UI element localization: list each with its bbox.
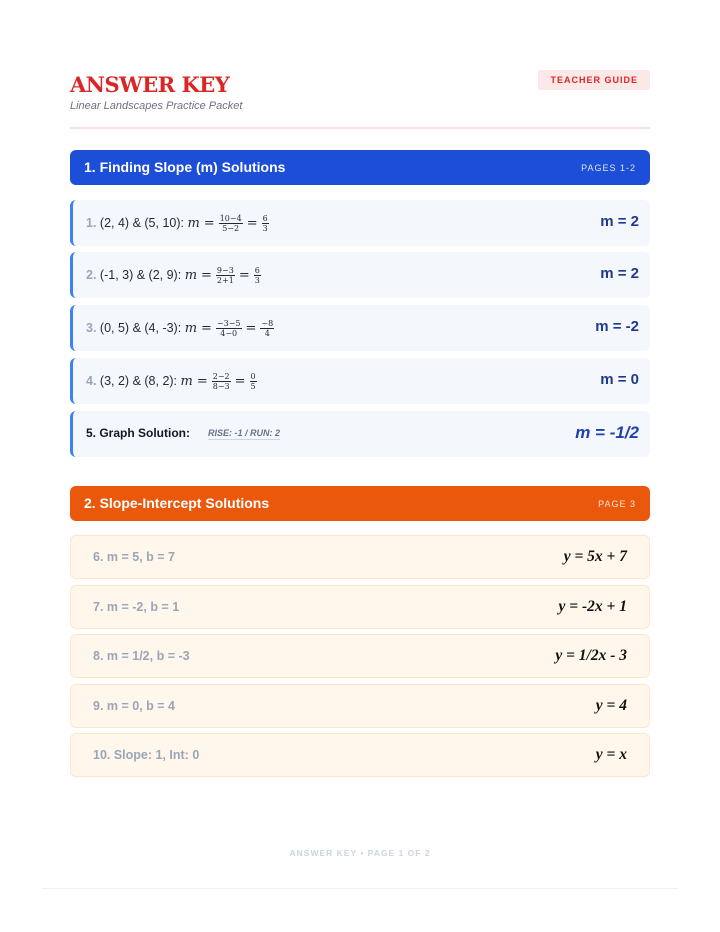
slope-question [86, 266, 261, 285]
section-1-banner [70, 150, 650, 185]
slope-question [86, 214, 269, 233]
page-footer: ANSWER KEY • PAGE 1 OF 2 [289, 848, 431, 858]
simplified-fraction [250, 372, 257, 391]
equation-answer: y = 5x + 7 [563, 548, 627, 565]
m-symbol: m [184, 320, 198, 336]
graph-solution-label: 5. Graph Solution: [86, 426, 190, 440]
slope-fraction [216, 319, 242, 338]
fraction-numerator: −3−5 [216, 319, 241, 328]
intercept-solution-row-7 [70, 585, 650, 629]
fraction-numerator: 10−4 [219, 214, 242, 223]
slope-answer: m = 0 [600, 371, 639, 388]
slope-answer: m = 2 [600, 265, 639, 282]
page-header [70, 72, 650, 130]
section-2-banner [70, 486, 650, 521]
question-points: (3, 2) & (8, 2): [99, 373, 178, 388]
question-points: (0, 5) & (4, -3): [99, 320, 182, 335]
fraction-numerator: 6 [262, 214, 268, 223]
equation-answer: y = x [595, 746, 627, 763]
fraction-denominator: 5 [250, 382, 256, 391]
slope-solution-row-2 [70, 252, 650, 298]
equals-sign: = [234, 373, 246, 389]
simplified-fraction [262, 214, 269, 233]
equation-answer: y = 4 [595, 697, 627, 714]
teacher-guide-badge: TEACHER GUIDE [538, 70, 650, 90]
intercept-question: 8. m = 1/2, b = -3 [93, 649, 190, 663]
slope-fraction [219, 214, 243, 233]
graph-solution-row [70, 411, 650, 457]
question-points: (-1, 3) & (2, 9): [99, 267, 182, 282]
intercept-solution-row-8 [70, 634, 650, 678]
question-number: 2. [86, 267, 97, 282]
fraction-denominator: 2+1 [216, 276, 234, 285]
slope-fraction [212, 372, 231, 391]
intercept-solution-row-9 [70, 684, 650, 728]
equation-answer: y = -2x + 1 [558, 598, 627, 615]
slope-question [86, 372, 257, 391]
fraction-numerator: 9−3 [216, 266, 234, 275]
equals-sign: = [201, 320, 212, 336]
question-points: (2, 4) & (5, 10): [99, 215, 184, 230]
slope-answer: m = -2 [595, 318, 639, 335]
slope-solution-row-1 [70, 200, 650, 246]
m-symbol: m [184, 267, 198, 283]
intercept-solution-row-6 [70, 535, 650, 579]
section-2-pages: PAGE 3 [598, 499, 636, 509]
section-1-pages: PAGES 1-2 [581, 163, 636, 173]
m-symbol: m [180, 373, 193, 389]
question-number: 3. [86, 320, 97, 335]
header-divider [70, 127, 650, 129]
intercept-question: 10. Slope: 1, Int: 0 [93, 748, 200, 762]
intercept-question: 7. m = -2, b = 1 [93, 600, 180, 614]
rise-run-note: RISE: -1 / RUN: 2 [208, 428, 281, 438]
slope-solution-row-4 [70, 358, 650, 404]
fraction-numerator: 2−2 [212, 372, 230, 381]
fraction-denominator: 5−2 [222, 224, 240, 233]
m-symbol: m [187, 215, 200, 231]
fraction-numerator: −8 [261, 319, 274, 328]
footer-divider [42, 888, 678, 889]
intercept-solution-row-10 [70, 733, 650, 777]
section-2-title: 2. Slope-Intercept Solutions [84, 495, 270, 511]
fraction-denominator: 8−3 [212, 382, 230, 391]
question-number: 1. [86, 215, 97, 230]
equals-sign: = [201, 267, 212, 283]
fraction-denominator: 4−0 [220, 329, 238, 338]
equation-answer: y = 1/2x - 3 [555, 647, 627, 664]
fraction-denominator: 3 [254, 276, 260, 285]
slope-solution-row-3 [70, 305, 650, 351]
equals-sign: = [238, 267, 250, 283]
page-subtitle: Linear Landscapes Practice Packet [70, 100, 243, 112]
slope-answer: m = 2 [600, 213, 639, 230]
graph-slope-answer: m = -1/2 [575, 423, 639, 442]
slope-fraction [216, 266, 235, 285]
fraction-denominator: 4 [264, 329, 270, 338]
simplified-fraction [254, 266, 261, 285]
fraction-numerator: 6 [254, 266, 260, 275]
equals-sign: = [245, 320, 257, 336]
equals-sign: = [203, 215, 215, 231]
slope-question [86, 319, 274, 338]
intercept-question: 6. m = 5, b = 7 [93, 550, 175, 564]
equals-sign: = [246, 215, 258, 231]
section-1-title: 1. Finding Slope (m) Solutions [84, 159, 286, 175]
equals-sign: = [196, 373, 208, 389]
intercept-question: 9. m = 0, b = 4 [93, 699, 175, 713]
page-title: ANSWER KEY [70, 72, 230, 97]
fraction-denominator: 3 [262, 224, 268, 233]
fraction-numerator: 0 [250, 372, 256, 381]
question-number: 4. [86, 373, 97, 388]
simplified-fraction [260, 319, 274, 338]
